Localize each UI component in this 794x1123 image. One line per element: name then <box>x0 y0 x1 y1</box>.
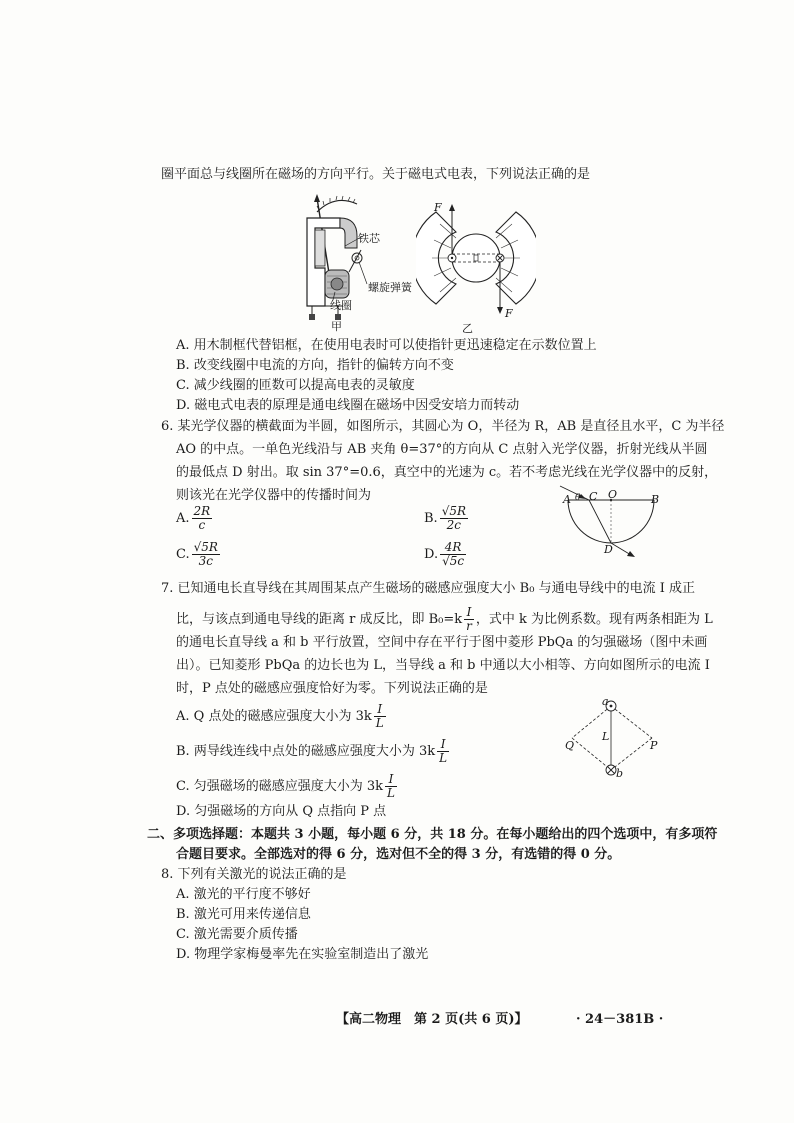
q6-line-3: 的最低点 D 射出。取 sin 37°=0.6，真空中的光速为 c。若不考虑光线在光学仪器中的反射， <box>176 465 718 480</box>
caption-jia: 甲 <box>331 320 342 333</box>
q7-label-q: Q <box>565 739 575 752</box>
q5-option-d: D. 磁电式电表的原理是通电线圈在磁场中因受安培力而转动 <box>176 398 520 413</box>
q7-option-d: D. 匀强磁场的方向从 Q 点指向 P 点 <box>176 804 387 819</box>
q8-option-a: A. 激光的平行度不够好 <box>176 887 311 902</box>
q7-line-4: 出）。已知菱形 PbQa 的边长也为 L，当导线 a 和 b 中通以大小相等、方向如图所示的电流 I <box>176 658 710 673</box>
q7-line-1: 7. 已知通电长直导线在其周围某点产生磁场的磁感应强度大小 B₀ 与通电导线中的电流 I 成正 <box>161 581 695 596</box>
q6-line-4: 则该光在光学仪器中的传播时间为 <box>176 488 372 503</box>
figure-yi <box>416 200 536 320</box>
q8-stem: 8. 下列有关激光的说法正确的是 <box>161 867 347 882</box>
q7-option-a: A. Q 点处的磁感应强度大小为 3k $\frac{I}{L}$ <box>176 702 384 730</box>
q8-option-b: B. 激光可用来传递信息 <box>176 907 311 922</box>
q7-option-c: C. 匀强磁场的磁感应强度大小为 3k $\frac{I}{L}$ <box>176 772 395 800</box>
label-iron-core: 铁芯 <box>358 232 380 245</box>
q6-option-c: C. $\frac{√5R}{3c}$ <box>176 540 218 568</box>
q5-option-c: C. 减少线圈的匝数可以提高电表的灵敏度 <box>176 378 415 393</box>
q5-option-a: A. 用木制框代替铝框，在使用电表时可以使指针更迅速稳定在示数位置上 <box>176 338 597 353</box>
q5-option-b: B. 改变线圈中电流的方向，指针的偏转方向不变 <box>176 358 454 373</box>
q6-label-a: A <box>563 493 571 506</box>
footer-code: · 24－381B · <box>576 1012 664 1027</box>
label-f-bottom: F <box>505 307 513 320</box>
footer-page-info: 【高二物理 第 2 页(共 6 页)】 <box>336 1012 528 1027</box>
q7-line-2: 比，与该点到通电导线的距离 r 成反比，即 B₀=k $\frac{I}{r}$ ，式中 k 为比例系数。现有两条相距为 L <box>176 605 713 633</box>
section-2-heading-cont: 合题目要求。全部选对的得 6 分，选对但不全的得 3 分，有选错的得 0 分。 <box>176 847 621 862</box>
q6-label-o: O <box>608 488 618 501</box>
label-coil: 线圈 <box>330 299 352 312</box>
q7-line-3: 的通电长直导线 a 和 b 平行放置，空间中存在平行于图中菱形 PbQa 的匀强磁场（图中未画 <box>176 635 708 650</box>
q5-stem: 圈平面总与线圈所在磁场的方向平行。关于磁电式电表，下列说法正确的是 <box>161 167 591 182</box>
q6-label-c: C <box>589 490 598 503</box>
q7-label-b: b <box>616 767 624 780</box>
label-spiral-spring: 螺旋弹簧 <box>368 281 412 294</box>
q6-line-2: AO 的中点。一单色光线沿与 AB 夹角 θ=37°的方向从 C 点射入光学仪器，折射光线从半圆 <box>176 442 708 457</box>
q6-option-d: D. $\frac{4R}{√5c}$ <box>424 540 465 568</box>
q7-label-a: a <box>602 695 609 708</box>
q7-label-l: L <box>602 730 610 743</box>
label-f-top: F <box>434 201 442 214</box>
q8-option-c: C. 激光需要介质传播 <box>176 927 298 942</box>
q6-label-d: D <box>604 543 613 556</box>
section-2-heading: 二、多项选择题：本题共 3 小题，每小题 6 分，共 18 分。在每小题给出的四个选项中，有多项符 <box>147 827 718 842</box>
q6-label-theta: θ <box>575 493 581 503</box>
q8-option-d: D. 物理学家梅曼率先在实验室制造出了激光 <box>176 947 429 962</box>
q6-line-1: 6. 某光学仪器的横截面为半圆，如图所示，其圆心为 O，半径为 R，AB 是直径且水平，C 为半径 <box>161 419 725 434</box>
q7-label-p: P <box>650 739 658 752</box>
q6-label-b: B <box>651 493 660 506</box>
q6-option-b: B. $\frac{√5R}{2c}$ <box>424 504 467 532</box>
q6-option-a: A. $\frac{2R}{c}$ <box>176 504 211 532</box>
caption-yi: 乙 <box>462 322 473 335</box>
q7-line-5: 时，P 点处的磁感应强度恰好为零。下列说法正确的是 <box>176 681 488 696</box>
q7-option-b: B. 两导线连线中点处的磁感应强度大小为 3k $\frac{I}{L}$ <box>176 737 448 765</box>
